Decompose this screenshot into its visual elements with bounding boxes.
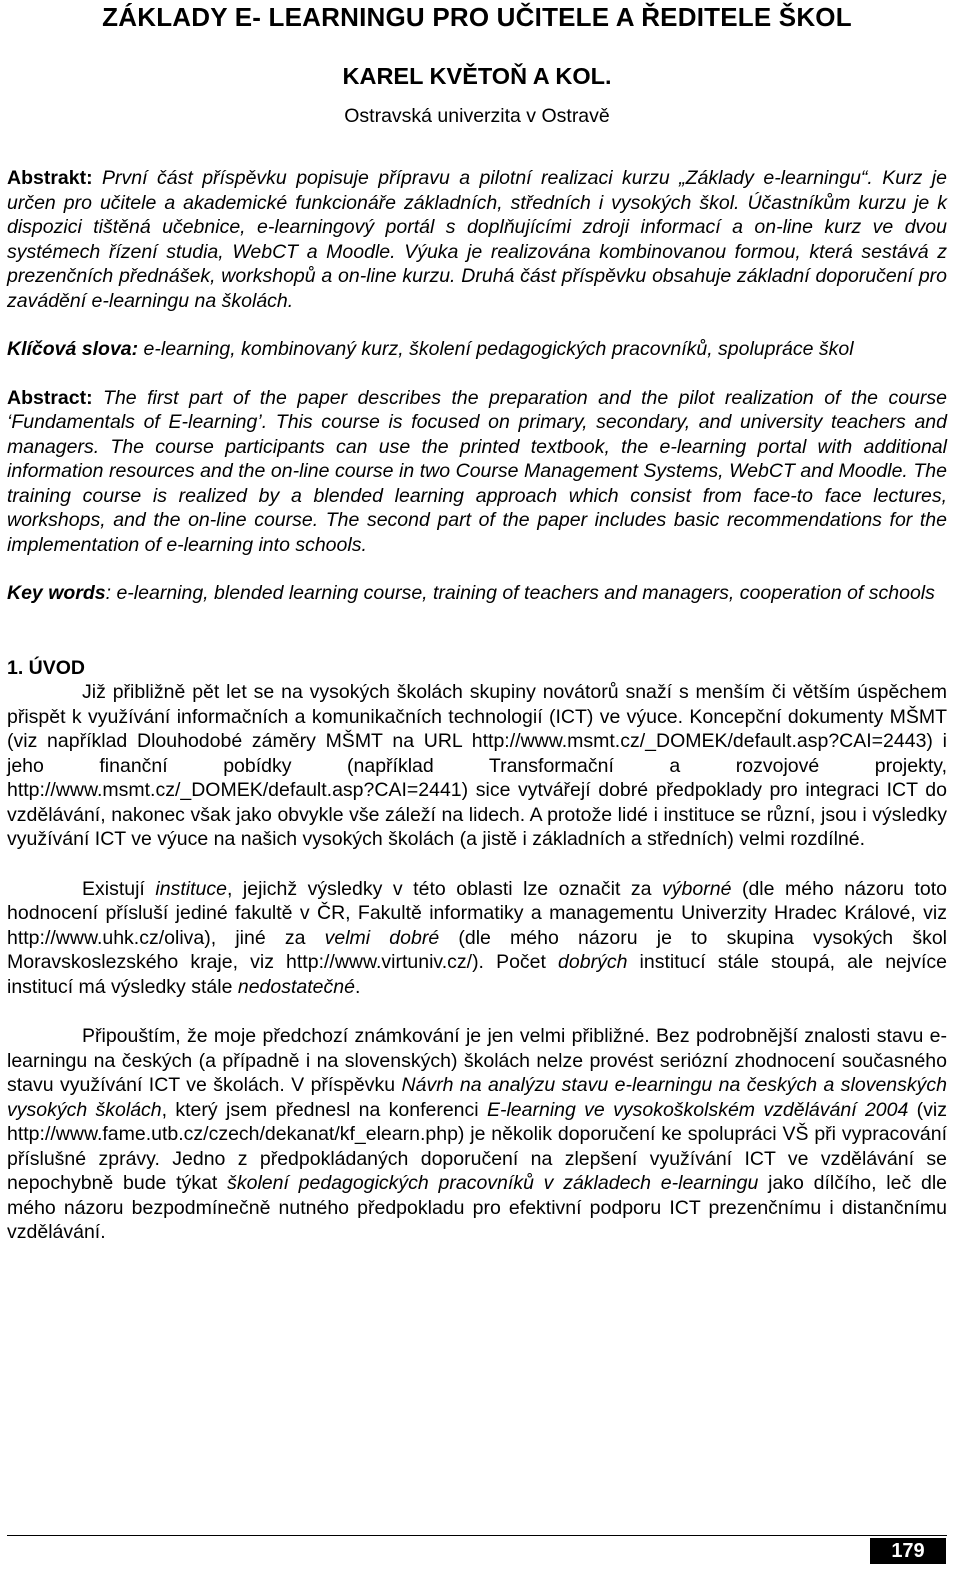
paragraph-2 xyxy=(7,877,947,1000)
paragraph-2-emphasis: instituce xyxy=(155,877,227,900)
paragraph-3-text: , který jsem přednesl na konferenci xyxy=(161,1098,487,1121)
paragraph-2-text: (dle mého názoru je to skupina vysokých škol Moravskoslezského kraje, viz http://www.virtuniv.cz/). Počet xyxy=(7,926,947,973)
abstract-english xyxy=(7,386,947,558)
abstract-czech-label: Abstrakt: xyxy=(7,167,93,189)
keywords-english xyxy=(7,581,947,606)
paragraph-3-text: jako dílčího, leč dle mého názoru bezpodmínečně nutného předpokladu pro efektivní podporu ICT prezenčnímu i distančnímu vzdělávání. xyxy=(7,1172,947,1243)
section-heading-uvod: 1. ÚVOD xyxy=(7,656,86,679)
paragraph-2-emphasis: výborné xyxy=(662,877,732,900)
abstract-czech-text: První část příspěvku popisuje přípravu a pilotní realizaci kurzu „Základy e-learningu“. Kurz je určen pro učitele a akademické funkcionáře základních, středních i vysokých škol. Účastníkům kurzu je k dispozici tištěná učebnice, e-learningový portál s doplňujícími zdroji informací a on-line kurz ve dvou systémech řízení studia, WebCT a Moodle. Výuka je realizována kombinovanou formou, která sestává z prezenčních přednášek, workshopů a on-line kurzu. Druhá část příspěvku obsahuje základní doporučení pro zavádění e-learningu na školách. xyxy=(7,167,947,312)
abstract-czech xyxy=(7,166,947,313)
page-number: 179 xyxy=(870,1538,946,1564)
keywords-czech-text: e-learning, kombinovaný kurz, školení pedagogických pracovníků, spolupráce škol xyxy=(138,338,854,360)
keywords-czech-label: Klíčová slova: xyxy=(7,338,139,360)
paragraph-2-emphasis: nedostatečné xyxy=(237,975,355,998)
paragraph-3-text: (viz http://www.fame.utb.cz/czech/dekanat/kf_elearn.php) je několik doporučení ke spolupráci VŠ při vypracování příslušné zprávy. Jedno z předpokládaných doporučení na zlepšení využívání ICT ve vzdělávání se nepochybně bude týkat xyxy=(7,1098,947,1194)
paragraph-3-emphasis: školení pedagogických pracovníků v základech e-learningu xyxy=(227,1172,759,1194)
abstract-english-label: Abstract: xyxy=(7,386,93,409)
paragraph-3-emphasis: E-learning ve vysokoškolském vzdělávání 2004 xyxy=(486,1098,909,1121)
paper-authors: KAREL KVĚTOŇ A KOL. xyxy=(342,63,612,89)
paragraph-2-text: . xyxy=(354,975,361,998)
paragraph-2-text: , jejichž výsledky v této oblasti lze označit za xyxy=(226,877,663,900)
paragraph-3-emphasis: Návrh na analýzu stavu e-learningu na českých a slovenských vysokých školách xyxy=(7,1074,947,1121)
keywords-english-label: Key words xyxy=(7,582,106,604)
paper-title: ZÁKLADY E- LEARNINGU PRO UČITELE A ŘEDITELE ŠKOL xyxy=(102,2,852,32)
paragraph-1: Již přibližně pět let se na vysokých školách skupiny novátorů snaží s menším či větším úspěchem přispět k využívání informačních a komunikačních technologií (ICT) ve výuce. Koncepční dokumenty MŠMT (viz například Dlouhodobé záměry MŠMT na URL http://www.msmt.cz/_DOMEK/default.asp?CAI=2443) i jeho finanční pobídky (například Transformační a rozvojové projekty, http://www.msmt.cz/_DOMEK/default.asp?CAI=2441) sice vytvářejí dobré předpoklady pro integraci ICT do vzdělávání, nakonec však jako obvykle vše záleží na lidech. A protože lidé i instituce se různí, jsou i výsledky využívání ICT ve výuce na našich vysokých školách (a jistě i základních a středních) velmi rozdílné. xyxy=(7,681,947,850)
paper-page xyxy=(7,0,947,1245)
paragraph-3-text: Připouštím, že moje předchozí známkování je jen velmi přibližné. Bez podrobnější znalosti stavu e-learningu na českých (a případně i na slovenských) školách nelze provést seriózní zhodnocení současného stavu využívání ICT ve školách. V příspěvku xyxy=(7,1025,947,1096)
keywords-english-text: : e-learning, blended learning course, training of teachers and managers, cooperation of schools xyxy=(105,582,935,604)
paragraph-2-text: institucí stále stoupá, ale nejvíce institucí má výsledky stále xyxy=(7,951,947,998)
paragraph-2-text: (dle mého názoru toto hodnocení přísluší jediné fakultě v ČR, Fakultě informatiky a managementu Univerzity Hradec Králové, viz http://www.uhk.cz/oliva), jiné za xyxy=(7,877,947,949)
keywords-czech xyxy=(7,337,947,362)
paper-affiliation: Ostravská univerzita v Ostravě xyxy=(344,105,610,127)
paragraph-2-text: Existují xyxy=(82,877,156,900)
footer-rule xyxy=(7,1535,947,1536)
paragraph-3 xyxy=(7,1024,947,1245)
paragraph-2-emphasis: dobrých xyxy=(558,951,628,973)
paragraph-2-emphasis: velmi dobré xyxy=(324,926,440,949)
abstract-english-text: The first part of the paper describes the preparation and the pilot realization of the course ‘Fundamentals of E-learning’. This course is focused on primary, secondary, and university teachers and managers. The course participants can use the printed textbook, the e-learning portal with additional information resources and the on-line course in two Course Management Systems, WebCT and Moodle. The training course is realized by a blended learning approach which consist from face-to face lectures, workshops, and the on-line course. The second part of the paper includes basic recommendations for the implementation of e-learning into schools. xyxy=(7,386,947,556)
